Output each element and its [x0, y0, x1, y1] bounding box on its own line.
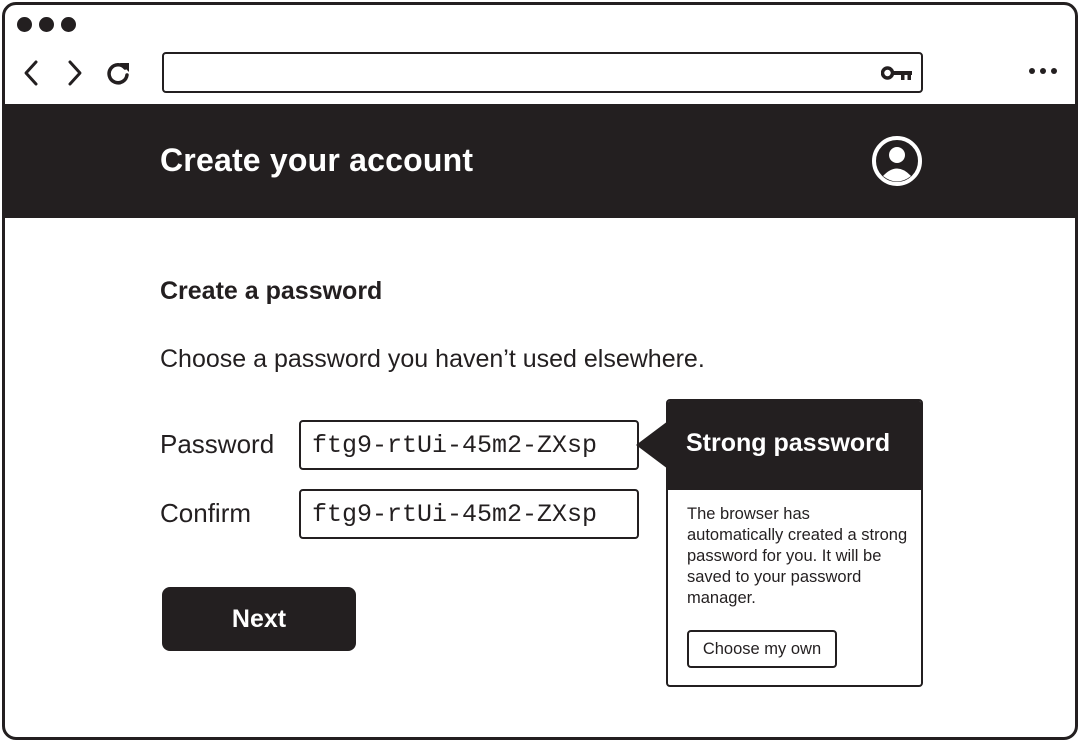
forward-button[interactable]	[61, 57, 89, 89]
instruction-text: Choose a password you haven’t used elsewhere.	[160, 345, 705, 373]
back-button[interactable]	[17, 57, 45, 89]
more-menu-button[interactable]	[1029, 68, 1057, 74]
popover-arrow	[636, 421, 668, 469]
window-control-dot[interactable]	[61, 17, 76, 32]
more-horizontal-icon	[1029, 68, 1035, 74]
key-icon[interactable]	[881, 65, 913, 81]
more-horizontal-icon	[1040, 68, 1046, 74]
section-title: Create a password	[160, 277, 383, 305]
reload-button[interactable]	[104, 57, 132, 89]
window-control-dot[interactable]	[17, 17, 32, 32]
page-title: Create your account	[160, 142, 474, 178]
address-bar[interactable]	[162, 52, 923, 93]
window-control-dot[interactable]	[39, 17, 54, 32]
password-input[interactable]	[299, 420, 639, 470]
chevron-right-icon	[66, 59, 84, 87]
chevron-left-icon	[22, 59, 40, 87]
strong-password-popover	[666, 399, 923, 687]
choose-my-own-button[interactable]: Choose my own	[687, 630, 837, 668]
more-horizontal-icon	[1051, 68, 1057, 74]
browser-window	[2, 2, 1078, 740]
popover-description: The browser has automatically created a strong password for you. It will be saved to your password manager.	[687, 505, 908, 607]
popover-title: Strong password	[668, 401, 921, 490]
window-controls	[17, 17, 76, 32]
user-avatar-icon[interactable]	[871, 135, 923, 187]
reload-icon	[104, 59, 132, 87]
confirm-password-input[interactable]	[299, 489, 639, 539]
next-button[interactable]: Next	[162, 587, 356, 651]
password-label: Password	[160, 429, 275, 459]
site-header	[5, 104, 1075, 218]
confirm-label: Confirm	[160, 498, 252, 528]
